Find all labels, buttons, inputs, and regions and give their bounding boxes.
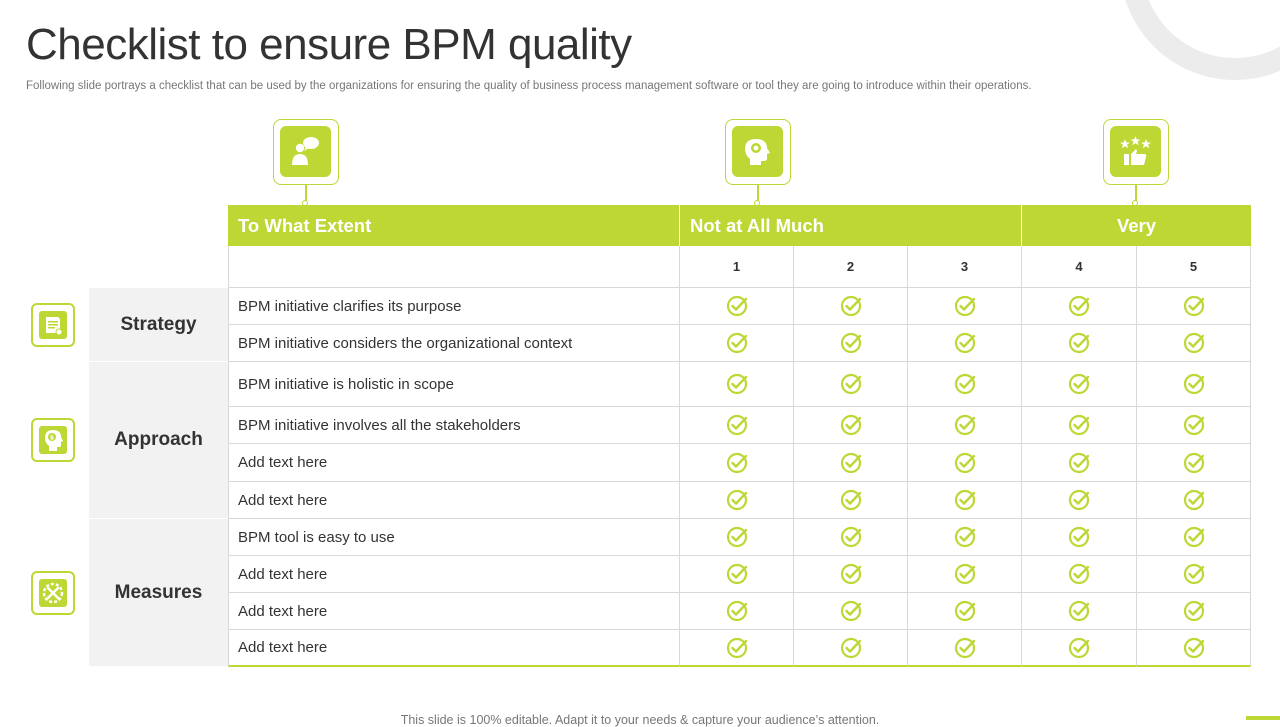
check-cell [1022, 556, 1137, 593]
page-subtitle: Following slide portrays a checklist that can be used by the organizations for ensuring the quality of business process management software or tool they are going to introduce within their operations. [26, 80, 1032, 92]
check-cell [908, 288, 1022, 325]
check-circle-icon [840, 637, 862, 659]
footer-note: This slide is 100% editable. Adapt it to your needs & capture your audience’s attention. [400, 712, 880, 727]
check-cell [1022, 362, 1137, 407]
check-circle-icon [1183, 414, 1205, 436]
check-circle-icon [1068, 414, 1090, 436]
head-dollar-icon [31, 418, 75, 462]
check-cell [1137, 482, 1251, 519]
row-description: BPM initiative involves all the stakeholders [228, 407, 680, 444]
scale-1: 1 [680, 246, 794, 288]
check-circle-icon [726, 637, 748, 659]
row-description: BPM initiative considers the organizational context [228, 325, 680, 362]
check-circle-icon [840, 414, 862, 436]
header-not-at-all-much: Not at All Much [680, 205, 1022, 246]
check-circle-icon [840, 489, 862, 511]
check-cell [908, 482, 1022, 519]
check-circle-icon [1068, 563, 1090, 585]
check-circle-icon [726, 600, 748, 622]
scale-4: 4 [1022, 246, 1137, 288]
check-cell [794, 519, 908, 556]
person-speech-icon [273, 119, 339, 185]
scale-3: 3 [908, 246, 1022, 288]
row-description: BPM initiative clarifies its purpose [228, 288, 680, 325]
check-circle-icon [1183, 452, 1205, 474]
check-cell [1137, 444, 1251, 482]
check-cell [908, 519, 1022, 556]
check-circle-icon [840, 295, 862, 317]
check-cell [680, 482, 794, 519]
check-circle-icon [840, 600, 862, 622]
check-cell [794, 593, 908, 630]
check-circle-icon [1068, 600, 1090, 622]
check-circle-icon [954, 452, 976, 474]
check-circle-icon [1183, 600, 1205, 622]
scale-label-cell [228, 246, 680, 288]
check-cell [680, 593, 794, 630]
check-cell [794, 630, 908, 667]
check-cell [908, 630, 1022, 667]
check-circle-icon [1068, 295, 1090, 317]
svg-text:$: $ [49, 434, 55, 442]
check-cell [1137, 325, 1251, 362]
decorative-ring [1120, 0, 1280, 80]
row-description: Add text here [228, 444, 680, 482]
check-cell [1022, 444, 1137, 482]
check-cell [908, 444, 1022, 482]
check-circle-icon [1183, 295, 1205, 317]
header-spacer [89, 205, 228, 246]
check-circle-icon [954, 332, 976, 354]
check-circle-icon [726, 414, 748, 436]
checklist-table [89, 205, 1251, 667]
scale-spacer [89, 246, 228, 288]
check-cell [908, 407, 1022, 444]
category-measures: Measures [89, 519, 228, 667]
check-circle-icon [1068, 452, 1090, 474]
thumbs-up-stars-icon [1103, 119, 1169, 185]
check-cell [1137, 593, 1251, 630]
check-cell [1137, 362, 1251, 407]
check-circle-icon [954, 414, 976, 436]
check-circle-icon [840, 373, 862, 395]
check-cell [1022, 288, 1137, 325]
row-description: Add text here [228, 482, 680, 519]
check-circle-icon [1068, 332, 1090, 354]
check-cell [680, 630, 794, 667]
header-to-what-extent: To What Extent [228, 205, 680, 246]
check-circle-icon [1183, 489, 1205, 511]
check-cell [1137, 519, 1251, 556]
check-circle-icon [726, 452, 748, 474]
page-title: Checklist to ensure BPM quality [26, 20, 632, 69]
check-circle-icon [954, 637, 976, 659]
head-gear-icon [725, 119, 791, 185]
check-cell [1022, 482, 1137, 519]
document-icon [31, 303, 75, 347]
check-cell [794, 444, 908, 482]
gear-tools-icon [31, 571, 75, 615]
check-cell [680, 407, 794, 444]
check-cell [908, 325, 1022, 362]
check-cell [1137, 556, 1251, 593]
check-cell [1137, 407, 1251, 444]
check-circle-icon [840, 332, 862, 354]
check-circle-icon [840, 563, 862, 585]
row-description: Add text here [228, 593, 680, 630]
check-circle-icon [840, 452, 862, 474]
check-circle-icon [726, 563, 748, 585]
check-circle-icon [1068, 526, 1090, 548]
check-circle-icon [954, 600, 976, 622]
check-circle-icon [1068, 489, 1090, 511]
check-circle-icon [954, 373, 976, 395]
check-cell [794, 482, 908, 519]
check-cell [1137, 630, 1251, 667]
check-cell [794, 362, 908, 407]
check-circle-icon [1068, 373, 1090, 395]
check-circle-icon [1183, 332, 1205, 354]
row-description: BPM initiative is holistic in scope [228, 362, 680, 407]
check-cell [1022, 593, 1137, 630]
check-cell [794, 407, 908, 444]
check-cell [1022, 519, 1137, 556]
corner-accent [1246, 716, 1280, 720]
scale-2: 2 [794, 246, 908, 288]
check-circle-icon [726, 526, 748, 548]
check-cell [1022, 325, 1137, 362]
row-description: BPM tool is easy to use [228, 519, 680, 556]
check-circle-icon [726, 489, 748, 511]
check-cell [680, 556, 794, 593]
check-circle-icon [954, 489, 976, 511]
check-cell [1022, 630, 1137, 667]
check-cell [680, 362, 794, 407]
header-very: Very [1022, 205, 1251, 246]
check-circle-icon [726, 373, 748, 395]
check-circle-icon [954, 563, 976, 585]
row-description: Add text here [228, 630, 680, 667]
category-approach: Approach [89, 362, 228, 519]
check-cell [680, 444, 794, 482]
check-cell [1022, 407, 1137, 444]
scale-5: 5 [1137, 246, 1251, 288]
check-cell [680, 519, 794, 556]
check-cell [908, 556, 1022, 593]
category-strategy: Strategy [89, 288, 228, 362]
check-cell [680, 288, 794, 325]
check-cell [680, 325, 794, 362]
check-cell [1137, 288, 1251, 325]
check-cell [794, 325, 908, 362]
check-circle-icon [726, 332, 748, 354]
check-circle-icon [1068, 637, 1090, 659]
check-circle-icon [726, 295, 748, 317]
check-circle-icon [1183, 563, 1205, 585]
check-circle-icon [954, 295, 976, 317]
check-cell [794, 288, 908, 325]
check-cell [908, 362, 1022, 407]
check-cell [908, 593, 1022, 630]
check-circle-icon [954, 526, 976, 548]
row-description: Add text here [228, 556, 680, 593]
check-cell [794, 556, 908, 593]
check-circle-icon [1183, 373, 1205, 395]
check-circle-icon [840, 526, 862, 548]
check-circle-icon [1183, 526, 1205, 548]
check-circle-icon [1183, 637, 1205, 659]
